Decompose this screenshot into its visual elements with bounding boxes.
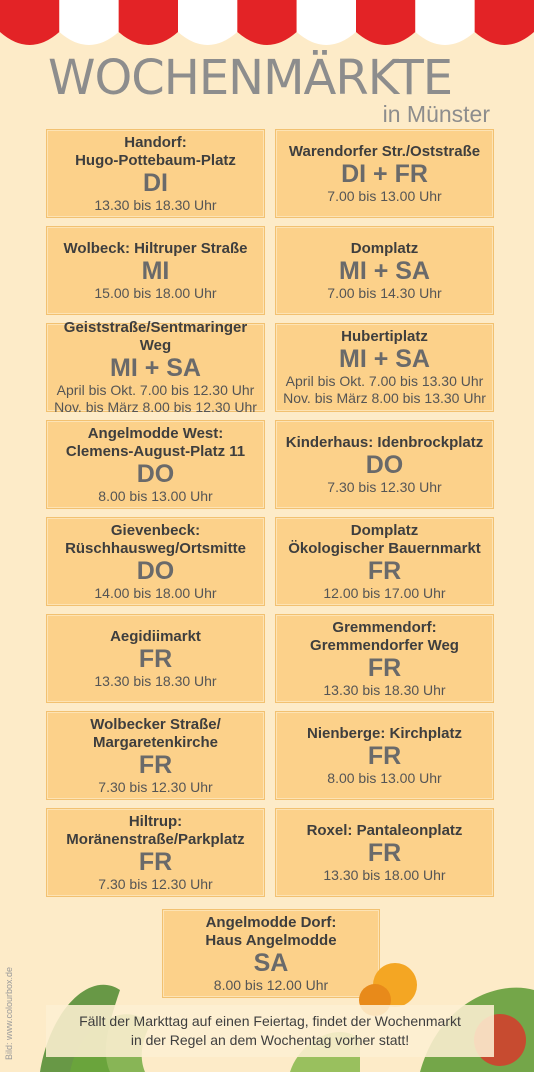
market-location: Gremmendorf: Gremmendorfer Weg	[310, 618, 459, 654]
market-card	[46, 517, 265, 606]
market-location: Geiststraße/Sentmaringer Weg	[63, 319, 248, 354]
market-time: 13.30 bis 18.30 Uhr	[94, 672, 217, 689]
market-day: FR	[367, 556, 402, 585]
market-day: FR	[367, 838, 402, 867]
market-time: 15.00 bis 18.00 Uhr	[94, 284, 217, 301]
market-time: 7.00 bis 14.30 Uhr	[327, 284, 442, 301]
market-time: 7.30 bis 12.30 Uhr	[98, 875, 213, 892]
market-location: Angelmodde Dorf: Haus Angelmodde	[205, 913, 337, 949]
market-day: SA	[253, 948, 289, 977]
page-title: WOCHENMÄRKTE	[48, 50, 453, 106]
market-card	[275, 711, 494, 800]
market-day: MI + SA	[110, 354, 201, 382]
awning-stripe	[475, 0, 534, 45]
awning-stripe	[415, 0, 474, 45]
page-subtitle: in Münster	[382, 101, 490, 127]
market-location: Wolbeck: Hiltruper Straße	[63, 239, 248, 257]
market-grid	[46, 129, 494, 897]
market-day: DO	[365, 450, 404, 479]
market-time: 7.00 bis 13.00 Uhr	[327, 187, 442, 204]
market-time: Nov. bis März 8.00 bis 13.30 Uhr	[283, 390, 486, 406]
market-time: 12.00 bis 17.00 Uhr	[323, 584, 446, 601]
market-card	[46, 319, 265, 415]
market-day: MI + SA	[339, 345, 430, 373]
market-card	[275, 517, 494, 606]
market-card	[275, 226, 494, 315]
awning-stripe	[356, 0, 415, 45]
market-card	[46, 614, 265, 703]
market-time: Nov. bis März 8.00 bis 12.30 Uhr	[54, 399, 257, 415]
market-card	[46, 420, 265, 509]
market-time: 7.30 bis 12.30 Uhr	[98, 778, 213, 795]
awning-stripe	[0, 0, 59, 45]
market-time: 8.00 bis 13.00 Uhr	[327, 769, 442, 786]
market-location: Gievenbeck: Rüschhausweg/Ortsmitte	[65, 521, 246, 557]
market-location: Hubertiplatz	[341, 328, 428, 345]
holiday-note-line1: Fällt der Markttag auf einen Feiertag, findet der Wochenmarkt	[79, 1013, 461, 1029]
awning-stripe	[297, 0, 356, 45]
market-location: Nienberge: Kirchplatz	[306, 724, 463, 742]
awning-stripe	[59, 0, 118, 45]
market-location: Domplatz Ökologischer Bauernmarkt	[288, 521, 481, 557]
awning-stripe	[178, 0, 237, 45]
market-day: DI	[143, 168, 168, 197]
market-card	[275, 808, 494, 897]
market-day: FR	[138, 847, 173, 876]
image-credit: Bild: www.colourbox.de	[4, 966, 14, 1060]
market-location: Handorf: Hugo-Pottebaum-Platz	[75, 133, 236, 169]
market-card	[46, 129, 265, 218]
market-time: 13.30 bis 18.00 Uhr	[323, 866, 446, 883]
market-day: MI	[141, 256, 170, 285]
market-location: Aegidiimarkt	[110, 627, 201, 645]
market-location: Kinderhaus: Idenbrockplatz	[285, 433, 484, 451]
awning-stripe	[119, 0, 178, 45]
market-location: Roxel: Pantaleonplatz	[306, 821, 463, 839]
market-card	[275, 129, 494, 218]
market-day: FR	[138, 644, 173, 673]
market-location: Domplatz	[350, 239, 419, 257]
market-location: Angelmodde West: Clemens-August-Platz 11	[65, 424, 246, 460]
market-day: DO	[136, 459, 175, 488]
market-location: Warendorfer Str./Oststraße	[288, 142, 481, 160]
market-card	[275, 420, 494, 509]
market-location: Hiltrup: Moränenstraße/Parkplatz	[66, 812, 245, 848]
market-location: Wolbecker Straße/ Margaretenkirche	[90, 715, 221, 751]
market-time: 8.00 bis 13.00 Uhr	[98, 487, 213, 504]
market-day: DO	[136, 556, 175, 585]
market-time: 13.30 bis 18.30 Uhr	[94, 196, 217, 213]
market-day: FR	[367, 741, 402, 770]
market-card	[46, 711, 265, 800]
market-time: April bis Okt. 7.00 bis 13.30 Uhr	[285, 373, 484, 389]
market-card	[275, 614, 494, 703]
market-time: 13.30 bis 18.30 Uhr	[323, 681, 446, 698]
market-card	[46, 808, 265, 897]
market-time: 14.00 bis 18.00 Uhr	[94, 584, 217, 601]
market-time: April bis Okt. 7.00 bis 12.30 Uhr	[56, 382, 255, 398]
market-card	[46, 226, 265, 315]
market-time: 7.30 bis 12.30 Uhr	[327, 478, 442, 495]
awning-stripe	[237, 0, 296, 45]
market-time: 8.00 bis 12.00 Uhr	[213, 976, 329, 993]
market-day: FR	[367, 653, 402, 682]
market-day: MI + SA	[339, 256, 430, 285]
market-card	[275, 323, 494, 412]
market-day: DI + FR	[341, 159, 428, 188]
market-day: FR	[138, 750, 173, 779]
holiday-note	[46, 1005, 494, 1057]
holiday-note-line2: in der Regel an dem Wochentag vorher statt!	[130, 1032, 410, 1048]
